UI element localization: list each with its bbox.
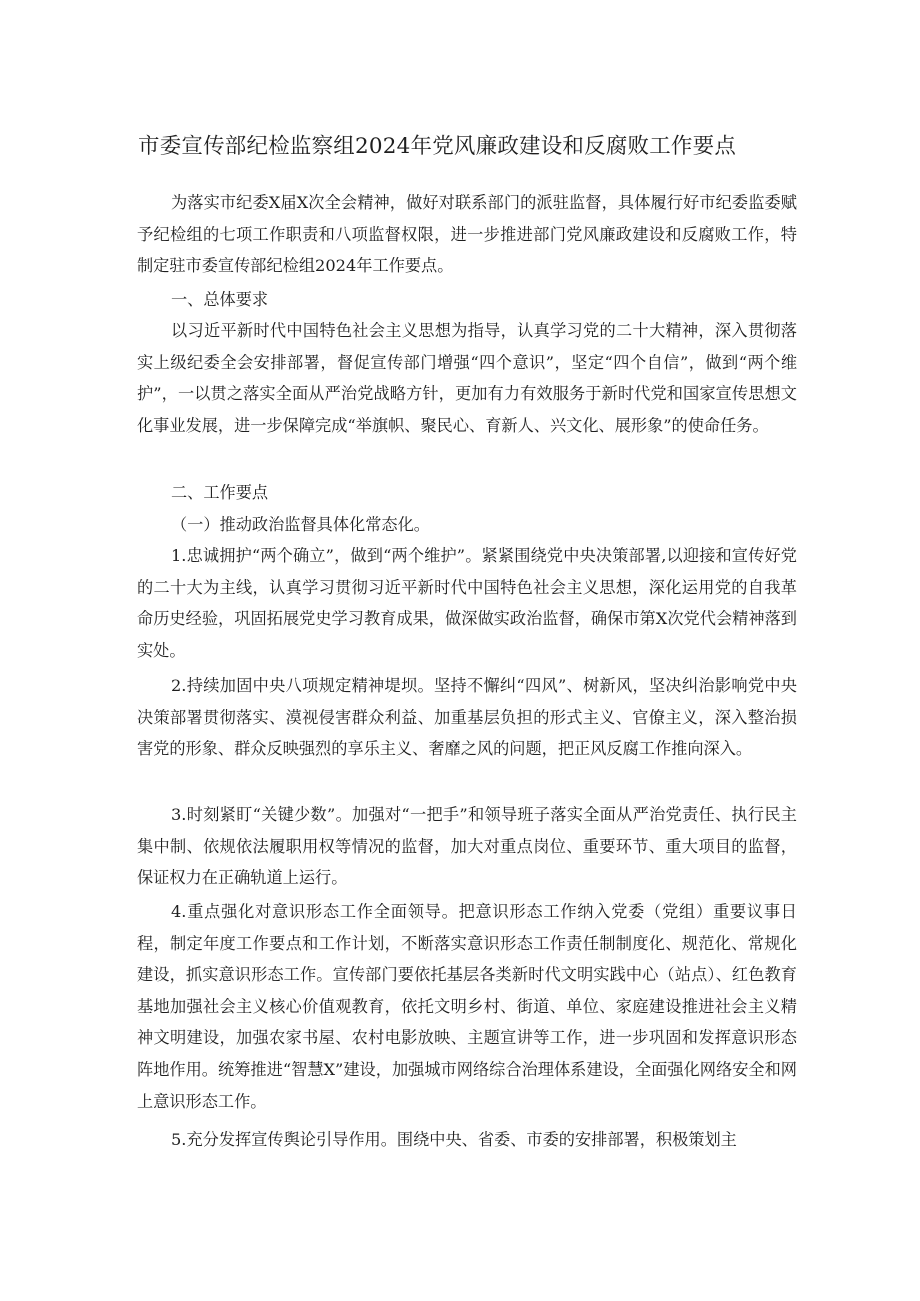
item-5-paragraph: 5.充分发挥宣传舆论引导作用。围绕中央、省委、市委的安排部署，积极策划主 (171, 1130, 737, 1149)
subsection-heading-1: （一）推动政治监督具体化常态化。 (171, 515, 430, 534)
item-1-paragraph: 1.忠诚拥护“两个确立”，做到“两个维护”。紧紧围绕党中央决策部署,以迎接和宣传好党的二十大为主线，认真学习贯彻习近平新时代中国特色社会主义思想，深化运用党的自我革命历史经验，巩固拓展党史学习教育成果，做深做实政治监督，确保市第X次党代会精神落到实处。 (137, 546, 797, 660)
general-requirements-paragraph: 以习近平新时代中国特色社会主义思想为指导，认真学习党的二十大精神，深入贯彻落实上级纪委全会安排部署，督促宣传部门增强“四个意识”，坚定“四个自信”，做到“两个维护”，一以贯之落实全面从严治党战略方针，更加有力有效服务于新时代党和国家宣传思想文化事业发展，进一步保障完成“举旗帜、聚民心、育新人、兴文化、展形象”的使命任务。 (137, 321, 797, 435)
item-2-paragraph: 2.持续加固中央八项规定精神堤坝。坚持不懈纠“四风”、树新风，坚决纠治影响党中央决策部署贯彻落实、漠视侵害群众利益、加重基层负担的形式主义、官僚主义，深入整治损害党的形象、群众反映强烈的享乐主义、奢靡之风的问题，把正风反腐工作推向深入。 (137, 676, 797, 759)
document-title: 市委宣传部纪检监察组2024年党风廉政建设和反腐败工作要点 (138, 134, 737, 159)
intro-paragraph: 为落实市纪委X届X次全会精神，做好对联系部门的派驻监督，具体履行好市纪委监委赋予纪检组的七项工作职责和八项监督权限，进一步推进部门党风廉政建设和反腐败工作，特制定驻市委宣传部纪检组2024年工作要点。 (137, 193, 797, 276)
item-4-paragraph: 4.重点强化对意识形态工作全面领导。把意识形态工作纳入党委（党组）重要议事日程，制定年度工作要点和工作计划，不断落实意识形态工作责任制制度化、规范化、常规化建设，抓实意识形态工作。宣传部门要依托基层各类新时代文明实践中心（站点）、红色教育基地加强社会主义核心价值观教育，依托文明乡村、街道、单位、家庭建设推进社会主义精神文明建设，加强农家书屋、农村电影放映、主题宣讲等工作，进一步巩固和发挥意识形态阵地作用。统筹推进“智慧X”建设，加强城市网络综合治理体系建设，全面强化网络安全和网上意识形态工作。 (137, 902, 797, 1111)
item-3-paragraph: 3.时刻紧盯“关键少数”。加强对“一把手”和领导班子落实全面从严治党责任、执行民主集中制、依规依法履职用权等情况的监督，加大对重点岗位、重要环节、重大项目的监督，保证权力在正确轨道上运行。 (137, 805, 797, 888)
section-heading-general: 一、总体要求 (171, 290, 269, 309)
section-heading-key-points: 二、工作要点 (171, 483, 269, 502)
